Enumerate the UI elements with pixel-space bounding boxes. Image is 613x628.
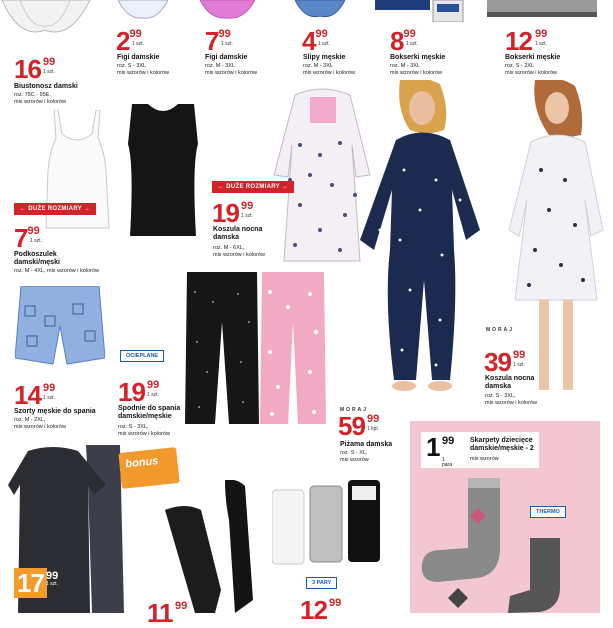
product-desc-figi-2: roz. M - 3XL mix wzorów i kolorów xyxy=(205,63,257,76)
tag-thermo: THERMO xyxy=(530,506,566,518)
price-figi-2: 7 99 1 szt. xyxy=(205,26,233,56)
bonus-card: bonus xyxy=(118,447,179,489)
product-name-slipy: Slipy męskie xyxy=(303,54,346,61)
price-spodnie: 19 99 1 szt. xyxy=(118,377,160,407)
tag-ocieplane: OCIEPLANE xyxy=(120,350,164,362)
product-desc-spodnie: roz. S - 3XL, mix wzorów i kolorów xyxy=(118,424,170,437)
price-tights: 11 99 xyxy=(147,598,188,628)
brand-moraj-2: MORAJ xyxy=(340,407,369,413)
price-koszula-nocna-1: 19 99 1 szt. xyxy=(212,198,254,228)
boxers-image-1 xyxy=(375,0,475,22)
product-desc-skarpety: mix wzorów xyxy=(470,456,499,462)
product-desc-podkoszulek: roz. M - 4XL, mix wzorów i kolorów xyxy=(14,268,99,274)
briefs-image-2 xyxy=(200,0,255,20)
product-name-spodnie: Spodnie do spania damskie/męskie xyxy=(118,405,181,421)
socks-pack-image xyxy=(272,474,392,574)
price-biustonosz: 16 99 1 szt. xyxy=(14,54,56,84)
product-name-pizama: Piżama damska xyxy=(340,441,393,448)
product-desc-bokserki-2: roz. S - 2XL mix wzorów i kolorów xyxy=(505,63,557,76)
product-desc-slipy: roz. M - 3XL mix wzorów i kolorów xyxy=(303,63,355,76)
model-navy-pajamas-image xyxy=(340,80,500,395)
product-name-bokserki-1: Bokserki męskie xyxy=(390,54,446,61)
price-figi-1: 2 99 1 szt. xyxy=(116,26,144,56)
banner-duze-rozmiary-1: ← DUŻE ROZMIARY → xyxy=(14,203,96,215)
banner-duze-rozmiary-2: ← DUŻE ROZMIARY → xyxy=(212,181,294,193)
black-tank-image xyxy=(122,104,204,239)
tag-3-pary: 3 PARY xyxy=(306,577,337,589)
price-podkoszulek: 7 99 1 szt. xyxy=(14,223,42,253)
product-desc-koszula-nocna-2: roz. S - 3XL, mix wzorów i kolorów xyxy=(485,393,537,406)
product-name-figi-1: Figi damskie xyxy=(117,54,160,61)
price-bokserki-2: 12 99 1 szt. xyxy=(505,26,548,56)
product-name-skarpety: Skarpety dziecięce damskie/męskie - 2 xyxy=(470,437,534,453)
product-name-figi-2: Figi damskie xyxy=(205,54,248,61)
price-bokserki-1: 8 99 1 szt. xyxy=(390,26,418,56)
price-socks-pack: 12 99 xyxy=(300,595,342,625)
product-desc-koszula-nocna-1: roz. M - 6XL, mix wzorów i kolorów xyxy=(213,245,265,258)
product-desc-bokserki-1: roz. M - 3XL mix wzorów i kolorów xyxy=(390,63,442,76)
price-skarpety: 1 99 1 para xyxy=(426,432,455,468)
price-thermal: 17 99 1 szt. xyxy=(14,568,47,598)
product-name-bokserki-2: Bokserki męskie xyxy=(505,54,561,61)
product-name-koszula-nocna-1: Koszula nocna damska xyxy=(213,226,263,242)
brand-moraj-1: MORAJ xyxy=(486,327,515,333)
product-name-szorty: Szorty męskie do spania xyxy=(14,408,96,415)
product-name-biustonosz: Biustonosz damski xyxy=(14,83,78,90)
product-name-podkoszulek: Podkoszulek damski/męski xyxy=(14,251,60,267)
briefs-image-1 xyxy=(118,0,168,20)
product-desc-figi-1: roz. S - 3XL mix wzorów i kolorów xyxy=(117,63,169,76)
blue-shorts-image xyxy=(15,286,105,366)
product-name-koszula-nocna-2: Koszula nocna damska xyxy=(485,375,535,391)
bra-image xyxy=(0,0,95,48)
price-pizama: 59 99 1 kpl. xyxy=(338,411,380,441)
product-desc-szorty: roz. M - 2XL, mix wzorów i kolorów xyxy=(14,417,66,430)
thermo-socks-image xyxy=(418,478,598,613)
price-slipy: 4 99 1 szt. xyxy=(302,26,330,56)
product-desc-biustonosz: roz. 75C - 95E, mix wzorów i kolorów xyxy=(14,92,66,105)
product-desc-pizama: roz. S - XL, mix wzorów xyxy=(340,450,369,463)
slips-image xyxy=(295,0,345,20)
black-tights-image xyxy=(165,480,265,613)
price-szorty: 14 99 1 szt. xyxy=(14,380,56,410)
boxers-image-2 xyxy=(487,0,597,20)
price-koszula-nocna-2: 39 99 1 szt. xyxy=(484,347,526,377)
black-dotted-pants-image xyxy=(183,272,261,427)
pink-pants-image xyxy=(258,272,328,427)
